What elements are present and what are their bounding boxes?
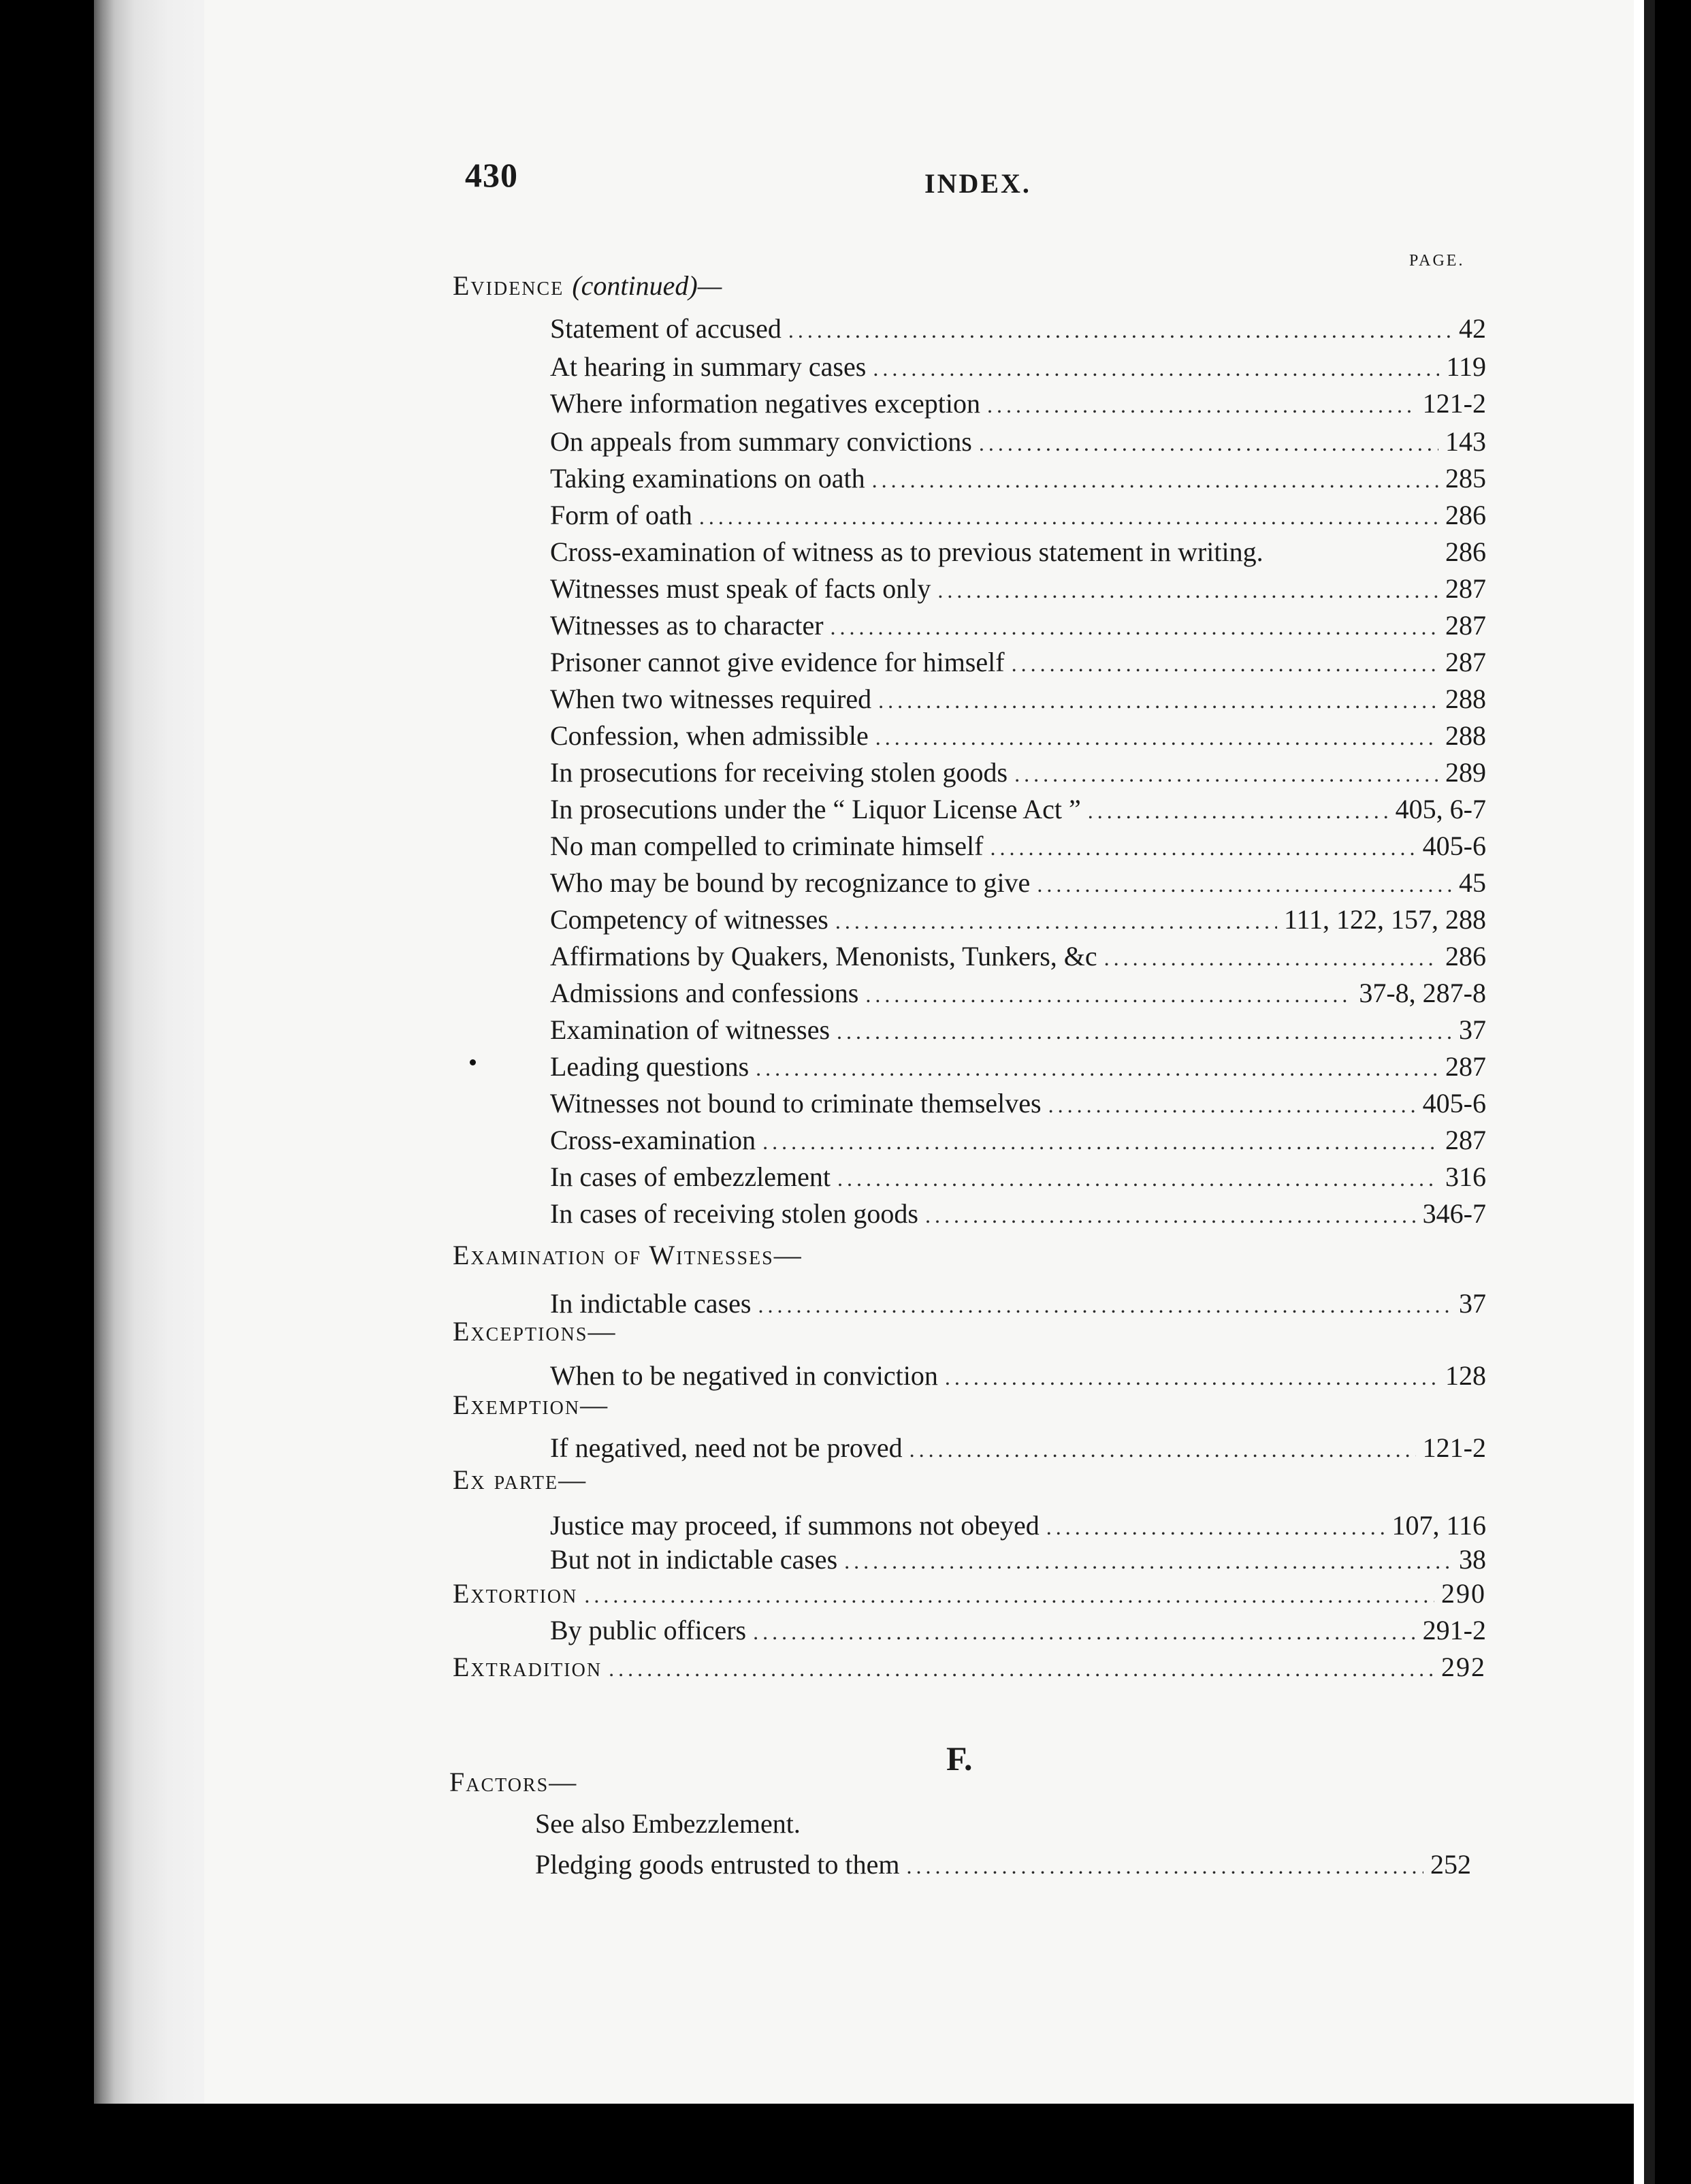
leader-dots xyxy=(945,1359,1438,1396)
leader-dots xyxy=(788,312,1452,349)
page-bottom-shadow xyxy=(94,2104,1691,2184)
entry-page: 288 xyxy=(1445,684,1486,714)
leader-dots xyxy=(979,425,1438,462)
index-entry xyxy=(550,975,1486,1012)
entry-text: Confession, when admissible xyxy=(550,720,869,751)
index-entry xyxy=(550,681,1486,718)
entry-page: 121-2 xyxy=(1422,1432,1486,1463)
entry-text: If negatived, need not be proved xyxy=(550,1432,903,1463)
leader-dots xyxy=(878,682,1438,719)
entry-text: Affirmations by Quakers, Menonists, Tunkers, &c xyxy=(550,941,1097,971)
page-number: 430 xyxy=(465,156,518,194)
entry-page: 37 xyxy=(1459,1014,1486,1045)
index-entry xyxy=(550,1012,1486,1048)
leader-dots xyxy=(831,609,1438,645)
entry-page: 287 xyxy=(1445,610,1486,641)
index-entry xyxy=(550,938,1486,975)
entry-text: When to be negatived in conviction xyxy=(550,1360,938,1391)
leader-dots xyxy=(756,1050,1438,1087)
index-heading-ex-parte: Ex parte— xyxy=(453,1464,587,1495)
heading-continued: (continued)— xyxy=(572,270,722,301)
entry-page: 290 xyxy=(1441,1578,1486,1609)
entry-page: 37-8, 287-8 xyxy=(1359,978,1486,1008)
index-entry xyxy=(550,1122,1486,1159)
entry-page: 287 xyxy=(1445,647,1486,677)
entry-page: 287 xyxy=(1445,1051,1486,1082)
leader-dots xyxy=(835,903,1277,940)
heading-text: Evidence xyxy=(453,270,564,301)
entry-page: 286 xyxy=(1445,941,1486,971)
leader-dots xyxy=(584,1577,1434,1613)
leader-dots xyxy=(753,1613,1416,1650)
entry-page: 128 xyxy=(1445,1360,1486,1391)
entry-text: Admissions and confessions xyxy=(550,978,859,1008)
index-heading-exemption: Exemption— xyxy=(453,1390,609,1420)
index-entry-extortion xyxy=(453,1575,1486,1612)
entry-text: Witnesses not bound to criminate themselves xyxy=(550,1088,1042,1119)
entry-page: 292 xyxy=(1441,1652,1486,1682)
right-border xyxy=(1644,0,1691,2184)
entry-text: By public officers xyxy=(550,1615,747,1645)
index-entry xyxy=(550,1195,1486,1232)
leader-dots xyxy=(1014,756,1438,792)
entry-text: Witnesses as to character xyxy=(550,610,824,641)
index-entry xyxy=(550,791,1486,828)
entry-page: 119 xyxy=(1446,351,1486,382)
entry-page: 42 xyxy=(1459,313,1486,344)
index-entry xyxy=(550,865,1486,901)
leader-dots xyxy=(609,1650,1434,1687)
index-entry xyxy=(535,1846,1471,1883)
entry-page: 288 xyxy=(1445,720,1486,751)
leader-dots xyxy=(873,350,1439,387)
index-heading-examination-of-witnesses: Examination of Witnesses— xyxy=(453,1240,803,1270)
leader-dots xyxy=(1037,866,1452,903)
entry-text: Extortion xyxy=(453,1578,578,1609)
entry-page: 405, 6-7 xyxy=(1395,794,1486,824)
stray-mark xyxy=(470,1059,476,1065)
index-heading-evidence xyxy=(453,268,722,304)
entry-text: Taking examinations on oath xyxy=(550,463,865,494)
index-entry xyxy=(550,460,1486,497)
entry-text: In prosecutions under the “ Liquor License Act ” xyxy=(550,794,1081,824)
entry-page: 107, 116 xyxy=(1391,1510,1486,1541)
index-entry xyxy=(550,385,1486,422)
entry-page: 291-2 xyxy=(1422,1615,1486,1645)
index-heading-exceptions: Exceptions— xyxy=(453,1316,617,1347)
entry-text: Prisoner cannot give evidence for himself xyxy=(550,647,1005,677)
entry-page: 252 xyxy=(1430,1849,1471,1880)
leader-dots xyxy=(925,1197,1416,1234)
index-entry xyxy=(550,644,1486,681)
index-entry xyxy=(550,828,1486,865)
index-entry xyxy=(550,1430,1486,1466)
running-head: INDEX. xyxy=(924,168,1031,199)
index-entry xyxy=(550,423,1486,460)
entry-page: 287 xyxy=(1445,573,1486,604)
page-column-label: PAGE. xyxy=(1409,252,1465,270)
entry-text: In indictable cases xyxy=(550,1288,752,1319)
entry-page: 111, 122, 157, 288 xyxy=(1283,904,1486,935)
section-letter-f: F. xyxy=(946,1739,973,1778)
entry-text: Cross-examination of witness as to previous statement in writing. xyxy=(550,536,1263,567)
entry-page: 286 xyxy=(1445,500,1486,530)
leader-dots xyxy=(937,572,1438,609)
index-entry xyxy=(550,901,1486,938)
leader-dots xyxy=(837,1160,1438,1197)
book-spine xyxy=(0,0,95,2184)
entry-text: Justice may proceed, if summons not obeyed xyxy=(550,1510,1040,1541)
entry-page: 143 xyxy=(1445,426,1486,457)
leader-dots xyxy=(1104,940,1438,976)
entry-page: 285 xyxy=(1445,463,1486,494)
leader-dots xyxy=(844,1543,1452,1579)
leader-dots xyxy=(1012,645,1438,682)
index-entry xyxy=(550,1285,1486,1322)
leader-dots xyxy=(758,1287,1452,1323)
entry-text: Where information negatives exception xyxy=(550,388,980,419)
index-entry xyxy=(550,1541,1486,1578)
facing-page-strip xyxy=(1634,0,1644,2184)
entry-text: Who may be bound by recognizance to give xyxy=(550,867,1031,898)
see-also-note: See also Embezzlement. xyxy=(535,1808,801,1839)
entry-page: 289 xyxy=(1445,757,1486,788)
index-entry-extradition xyxy=(453,1649,1486,1686)
entry-page: 38 xyxy=(1459,1544,1486,1575)
index-entry xyxy=(550,1507,1486,1544)
entry-text: At hearing in summary cases xyxy=(550,351,867,382)
leader-dots xyxy=(909,1431,1416,1468)
index-entry xyxy=(550,571,1486,607)
entry-text: But not in indictable cases xyxy=(550,1544,838,1575)
leader-dots xyxy=(865,976,1352,1013)
index-entry xyxy=(550,497,1486,534)
index-entry xyxy=(550,1048,1486,1085)
entry-text: Statement of accused xyxy=(550,313,782,344)
entry-text: Competency of witnesses xyxy=(550,904,828,935)
entry-text: Pledging goods entrusted to them xyxy=(535,1849,900,1880)
leader-dots xyxy=(1048,1087,1416,1123)
leader-dots xyxy=(872,462,1438,498)
index-entry xyxy=(550,754,1486,791)
entry-text: In cases of receiving stolen goods xyxy=(550,1198,918,1229)
index-entry xyxy=(550,534,1486,571)
entry-page: 287 xyxy=(1445,1125,1486,1155)
leader-dots xyxy=(762,1123,1438,1160)
entry-text: Leading questions xyxy=(550,1051,750,1082)
entry-text: In cases of embezzlement xyxy=(550,1161,831,1192)
entry-page: 346-7 xyxy=(1422,1198,1486,1229)
leader-dots xyxy=(907,1848,1423,1884)
index-entry xyxy=(550,1612,1486,1649)
index-entry xyxy=(550,1159,1486,1195)
entry-text: Witnesses must speak of facts only xyxy=(550,573,931,604)
entry-text: In prosecutions for receiving stolen goods xyxy=(550,757,1008,788)
leader-dots xyxy=(990,829,1415,866)
leader-dots xyxy=(699,498,1438,535)
index-heading-factors: Factors— xyxy=(449,1767,578,1797)
index-entry xyxy=(550,1358,1486,1394)
leader-dots xyxy=(987,387,1416,423)
entry-text: Examination of witnesses xyxy=(550,1014,831,1045)
entry-page: 405-6 xyxy=(1422,1088,1486,1119)
leader-dots xyxy=(837,1013,1452,1050)
entry-page: 286 xyxy=(1445,536,1486,567)
leader-dots xyxy=(1088,792,1389,829)
entry-page: 405-6 xyxy=(1422,831,1486,861)
entry-text: When two witnesses required xyxy=(550,684,872,714)
entry-page: 316 xyxy=(1445,1161,1486,1192)
index-entry xyxy=(550,310,1486,347)
leader-dots xyxy=(1046,1509,1385,1545)
leader-dots xyxy=(875,719,1438,756)
index-entry xyxy=(550,1085,1486,1122)
entry-page: 45 xyxy=(1459,867,1486,898)
entry-page: 37 xyxy=(1459,1288,1486,1319)
entry-page: 121-2 xyxy=(1422,388,1486,419)
entry-text: Form of oath xyxy=(550,500,692,530)
index-entry xyxy=(550,718,1486,754)
entry-text: On appeals from summary convictions xyxy=(550,426,972,457)
index-entry xyxy=(550,349,1486,385)
entry-text: Cross-examination xyxy=(550,1125,756,1155)
entry-text: No man compelled to criminate himself xyxy=(550,831,984,861)
index-entry xyxy=(550,607,1486,644)
entry-text: Extradition xyxy=(453,1652,602,1682)
